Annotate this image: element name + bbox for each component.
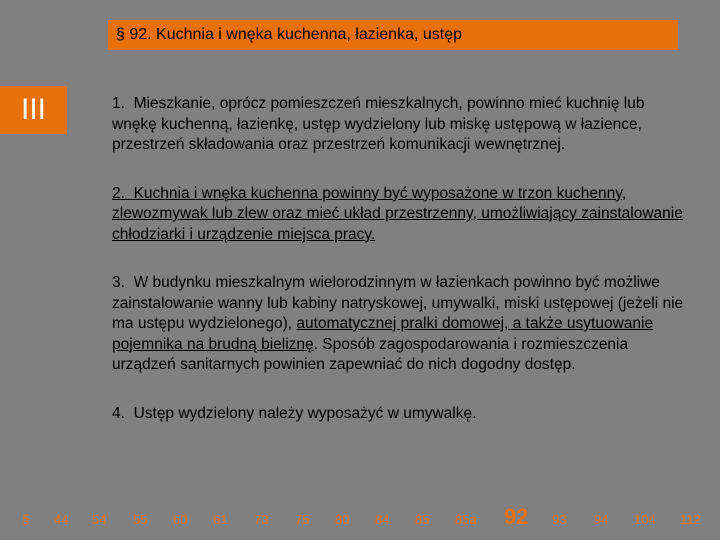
nav-link-93[interactable]: 93 xyxy=(552,512,567,527)
paragraph-text-underlined: automatycznej pralki domowej, a także usytuowanie pojemnika na brudną bieliznę xyxy=(112,315,654,353)
nav-link-60[interactable]: 60 xyxy=(173,512,188,527)
nav-link-54[interactable]: 54 xyxy=(92,512,107,527)
nav-link-84[interactable]: 84 xyxy=(375,512,390,527)
nav-link-94[interactable]: 94 xyxy=(594,512,609,527)
chapter-badge: III xyxy=(0,86,67,134)
paragraph-text: Kuchnia i wnęka kuchenna powinny być wyposażone w trzon kuchenny, zlewozmywak lub zlew oraz mieć układ przestrzenny, umożliwiający zainstalowanie chłodziarki i urządzenie miejsca pracy. xyxy=(112,184,683,243)
paragraph-4 xyxy=(112,404,692,425)
paragraph-1 xyxy=(112,94,692,156)
section-navigation xyxy=(0,504,720,534)
nav-link-61[interactable]: 61 xyxy=(213,512,228,527)
paragraph-text: Ustęp wydzielony należy wyposażyć w umywalkę. xyxy=(133,404,477,422)
nav-link-80[interactable]: 80 xyxy=(335,512,350,527)
nav-link-104[interactable]: 104 xyxy=(634,512,656,527)
nav-link-44[interactable]: 44 xyxy=(54,512,69,527)
paragraph-text: W budynku mieszkalnym wielorodzinnym w łazienkach powinno być możliwe zainstalowanie wanny lub kabiny natryskowej, umywalki, miski ustępowej (jeżeli nie ma ustępu wydzielonego), xyxy=(112,274,684,332)
regulation-text xyxy=(112,94,692,424)
paragraph-number: 1. xyxy=(112,95,125,112)
paragraph-text: Mieszkanie, oprócz pomieszczeń mieszkalnych, powinno mieć kuchnię lub wnękę kuchenną, łazienkę, ustęp wydzielony lub miskę ustępową w łazience, przestrzeń składowania oraz przestrzeń komunikacji wewnętrznej. xyxy=(112,95,645,153)
nav-link-85[interactable]: 85 xyxy=(415,512,430,527)
nav-current-section: 92 xyxy=(504,504,529,529)
paragraph-number: 4. xyxy=(112,404,125,422)
paragraph-text: . Sposób zagospodarowania i rozmieszczenia urządzeń sanitarnych powinien zapewniać do nich dogodny dostęp. xyxy=(112,335,629,373)
nav-link-73[interactable]: 73 xyxy=(254,512,269,527)
nav-link-85a[interactable]: 85a xyxy=(455,512,477,527)
paragraph-number: 2. xyxy=(112,184,125,202)
nav-link-75[interactable]: 75 xyxy=(295,512,310,527)
nav-link-112[interactable]: 112 xyxy=(680,512,701,527)
paragraph-number: 3. xyxy=(112,274,125,291)
nav-link-section-sign[interactable]: § xyxy=(22,512,30,527)
paragraph-3 xyxy=(112,273,692,376)
nav-link-55[interactable]: 55 xyxy=(133,512,148,527)
page-title: § 92. Kuchnia i wnęka kuchenna, łazienka, ustęp xyxy=(108,20,678,50)
paragraph-2 xyxy=(112,184,692,246)
